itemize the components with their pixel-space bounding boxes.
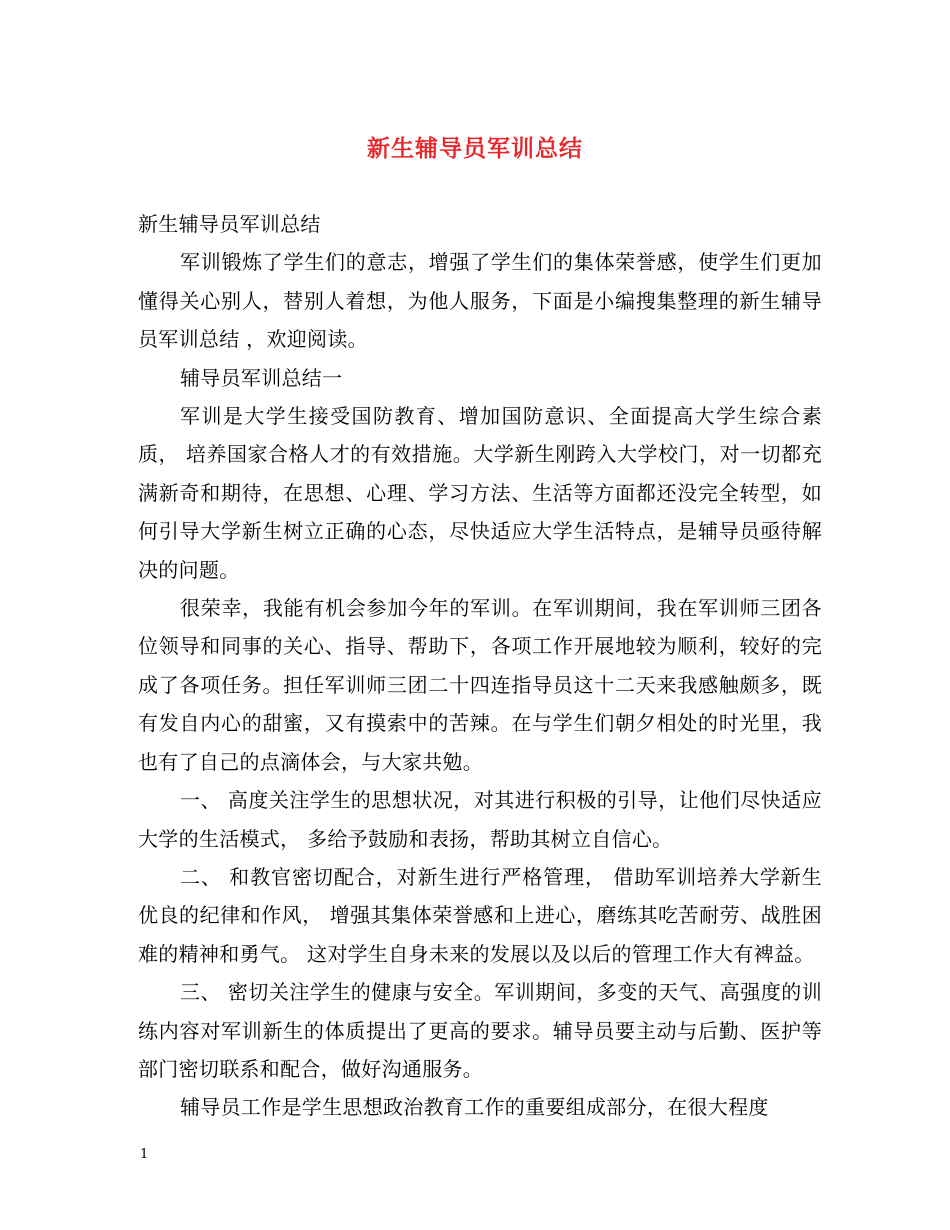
paragraph-point-one: 一、 高度关注学生的思想状况，对其进行积极的引导，让他们尽快适应大学的生活模式， 多给予鼓励和表扬，帮助其树立自信心。 — [138, 788, 822, 851]
page-number: 1 — [140, 1147, 149, 1162]
paragraph-section-heading: 辅导员军训总结一 — [180, 365, 343, 390]
paragraph-body: 军训是大学生接受国防教育、增加国防意识、全面提高大学生综合素质， 培养国家合格人才的有效措施。大学新生刚跨入大学校门，对一切都充满新奇和期待，在思想、心理、学习方法、生活等方面都还没完全转型，如何引导大学新生树立正确的心态，尽快适应大学生活特点，是辅导员亟待解决的问题。 — [138, 404, 822, 582]
paragraph-subtitle: 新生辅导员军训总结 — [138, 212, 321, 236]
document-body — [138, 205, 822, 1127]
paragraph-body: 很荣幸，我能有机会参加今年的军训。在军训期间，我在军训师三团各位领导和同事的关心、指导、帮助下，各项工作开展地较为顺利，较好的完成了各项任务。担任军训师三团二十四连指导员这十二天来我感触颇多，既有发自内心的甜蜜，又有摸索中的苦辣。在与学生们朝夕相处的时光里，我也有了自己的点滴体会，与大家共勉。 — [138, 596, 822, 774]
document-title: 新生辅导员军训总结 — [367, 135, 583, 162]
paragraph-closing: 辅导员工作是学生思想政治教育工作的重要组成部分，在很大程度 — [180, 1095, 769, 1120]
paragraph-point-two: 二、 和教官密切配合，对新生进行严格管理， 借助军训培养大学新生优良的纪律和作风， 增强其集体荣誉感和上进心，磨练其吃苦耐劳、战胜困难的精神和勇气。 这对学生自身未来的发展以及以后的管理工作大有裨益。 — [138, 864, 822, 966]
paragraph-intro: 军训锻炼了学生们的意志，增强了学生们的集体荣誉感，使学生们更加懂得关心别人，替别人着想，为他人服务，下面是小编搜集整理的新生辅导员军训总结 ，欢迎阅读。 — [138, 250, 822, 352]
paragraph-point-three: 三、 密切关注学生的健康与安全。军训期间，多变的天气、高强度的训练内容对军训新生的体质提出了更高的要求。辅导员要主动与后勤、医护等部门密切联系和配合，做好沟通服务。 — [138, 980, 822, 1081]
